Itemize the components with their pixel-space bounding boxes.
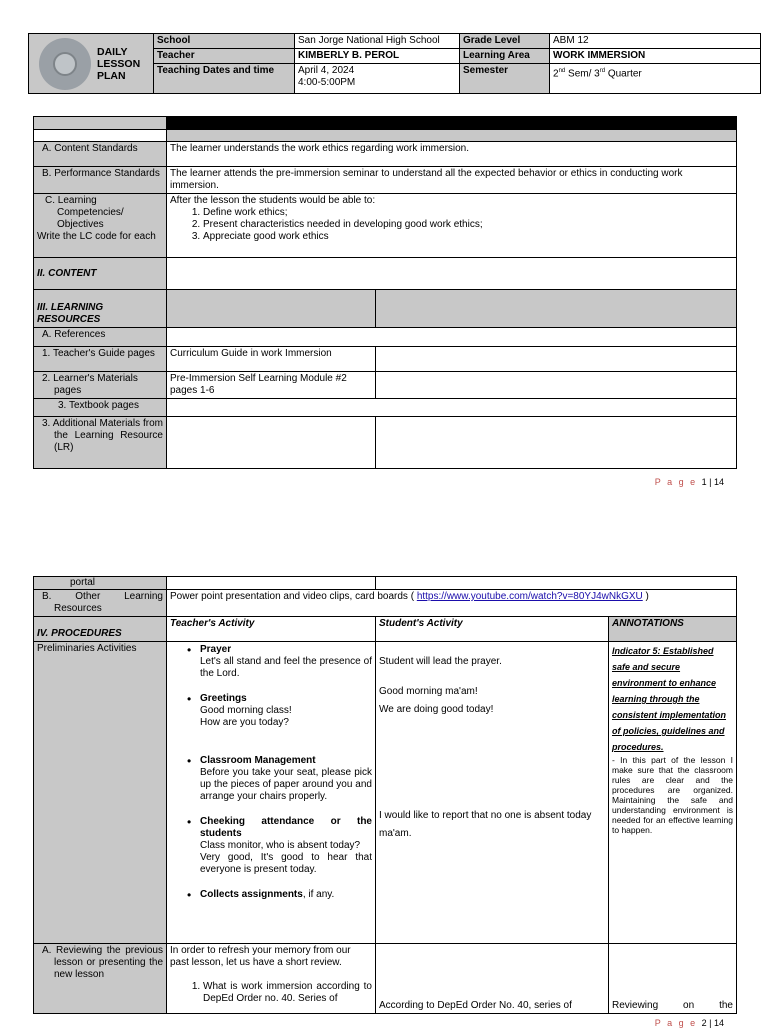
title-line: PLAN	[97, 70, 126, 82]
greetings-text: How are you today?	[200, 717, 289, 728]
other-resources-value	[167, 590, 737, 617]
other-resources-label: B. Other Learning Resources	[34, 590, 167, 617]
page-number-1	[655, 477, 724, 487]
objectives-list	[170, 207, 733, 243]
attendance-text: Class monitor, who is absent today?	[200, 840, 361, 851]
page-word: P a g e	[654, 1018, 698, 1028]
classroom-management-item	[200, 755, 372, 803]
reviewing-intro: In order to refresh your memory from our past lesson, let us have a short review.	[170, 945, 351, 968]
time-line: 4:00-5:00PM	[298, 77, 356, 88]
review-answer: According to DepEd Order No. 40, series of	[379, 1000, 572, 1011]
learning-resources-heading: III. LEARNING RESOURCES	[34, 290, 167, 328]
references-value	[167, 328, 737, 347]
assignments-text: , if any.	[302, 889, 335, 900]
student-greeting: We are doing good today!	[379, 704, 494, 715]
attendance-item	[200, 816, 372, 876]
competencies-value	[167, 194, 737, 258]
textbook-value	[167, 399, 737, 417]
student-activity-header: Student's Activity	[376, 617, 609, 642]
student-reviewing	[376, 944, 609, 1014]
blank-cell	[167, 417, 376, 469]
deped-seal-icon	[39, 38, 91, 90]
content-heading: II. CONTENT	[34, 258, 167, 290]
lesson-plan-table-page2	[33, 576, 737, 1014]
classroom-title: • Classroom Management	[200, 755, 316, 766]
assignments-item	[200, 889, 372, 901]
objective-item: 3. Appreciate good work ethics	[203, 231, 733, 243]
blank-cell	[34, 130, 167, 142]
review-annotation: Reviewing on the	[612, 1000, 733, 1011]
grade-label: Grade Level	[460, 34, 550, 49]
teacher-reviewing	[167, 944, 376, 1014]
school-label: School	[154, 34, 295, 49]
annotation-text: - In this part of the lesson I make sure that the classroom rules are clear and the procedures are organized. Maintaining the safe and understanding environment is needed for an effective learning to happen.	[612, 755, 733, 835]
teacher-preliminaries	[167, 642, 376, 944]
student-greeting: Good morning ma'am!	[379, 686, 478, 697]
annotation-indicator: Indicator 5: Established safe and secure environment to enhance learning through the consistent implementation of policies, guidelines and procedures.	[612, 646, 727, 752]
additional-materials-label: 3. Additional Materials from the Learning Resource (LR)	[34, 417, 167, 469]
student-prayer: Student will lead the prayer.	[379, 656, 502, 667]
title-line: DAILY	[97, 46, 128, 58]
reviewing-label: A. Reviewing the previous lesson or presenting the new lesson	[34, 944, 167, 1014]
annotations-header: ANNOTATIONS	[609, 617, 737, 642]
greetings-title: • Greetings	[200, 693, 247, 704]
page-num: 1 | 14	[701, 477, 724, 487]
lc-code-label: Write the LC code for each	[37, 231, 156, 242]
annotation-reviewing	[609, 944, 737, 1014]
black-header-bar	[167, 117, 737, 130]
references-label: A. References	[34, 328, 167, 347]
semester-label: Semester	[460, 64, 550, 94]
header-logo-cell	[29, 34, 154, 94]
gray-header-bar	[167, 130, 737, 142]
school-value: San Jorge National High School	[295, 34, 460, 49]
learners-materials-label: 2. Learner's Materials pages	[34, 372, 167, 399]
date-line: April 4, 2024	[298, 65, 355, 76]
student-preliminaries	[376, 642, 609, 944]
youtube-link[interactable]: https://www.youtube.com/watch?v=80YJ4wNkGXU	[416, 591, 643, 602]
dates-value	[295, 64, 460, 94]
performance-standards-value: The learner attends the pre-immersion seminar to understand all the expected behavior or ethics in conducting work immersion.	[167, 167, 737, 194]
prayer-item	[200, 644, 372, 680]
attendance-title: • Cheeking attendance or the students	[200, 816, 372, 839]
title-line: LESSON	[97, 58, 141, 70]
teacher-value: KIMBERLY B. PEROL	[295, 49, 460, 64]
assignments-title: Collects assignments	[200, 889, 303, 900]
content-value	[167, 258, 737, 290]
teacher-label: Teacher	[154, 49, 295, 64]
prayer-text: Let's all stand and feel the presence of the Lord.	[200, 656, 372, 679]
blank-cell	[376, 372, 737, 399]
other-resources-text: Power point presentation and video clips, card boards (	[170, 591, 417, 602]
classroom-text: Before you take your seat, please pick up the pieces of paper around you and arrange your chairs properly.	[200, 767, 372, 802]
greetings-item	[200, 693, 372, 729]
page-number-2	[655, 1018, 724, 1028]
review-question: 1. What is work immersion according to DepEd Order no. 40. Series of	[203, 981, 372, 1005]
student-attendance: I would like to report that no one is absent today ma'am.	[379, 810, 592, 839]
annotation-preliminaries	[609, 642, 737, 944]
grade-value: ABM 12	[550, 34, 761, 49]
preliminaries-list	[170, 644, 372, 901]
blank-cell	[376, 347, 737, 372]
page-word: P a g e	[654, 477, 698, 487]
dates-label: Teaching Dates and time	[154, 64, 295, 94]
preliminaries-label: Preliminaries Activities	[34, 642, 167, 944]
greetings-text: Good morning class!	[200, 705, 292, 716]
review-questions	[170, 981, 372, 1005]
daily-lesson-plan-title	[97, 46, 140, 82]
objective-item: 2. Present characteristics needed in developing good work ethics;	[203, 219, 733, 231]
header-table	[28, 33, 761, 94]
blank-cell	[376, 417, 737, 469]
teacher-activity-header: Teacher's Activity	[167, 617, 376, 642]
teachers-guide-label: 1. Teacher's Guide pages	[34, 347, 167, 372]
objective-item: 1. Define work ethics;	[203, 207, 733, 219]
textbook-label: 3. Textbook pages	[34, 399, 167, 417]
procedures-heading: IV. PROCEDURES	[34, 617, 167, 642]
learning-area-label: Learning Area	[460, 49, 550, 64]
lesson-plan-table-page1	[33, 116, 737, 469]
blank-cell	[376, 577, 737, 590]
learning-area-value: WORK IMMERSION	[550, 49, 761, 64]
learners-materials-value: Pre-Immersion Self Learning Module #2 pages 1-6	[167, 372, 376, 399]
semester-value: 2nd Sem/ 3rd Quarter	[550, 64, 761, 94]
content-standards-label: A. Content Standards	[34, 142, 167, 167]
competencies-intro: After the lesson the students would be able to:	[170, 195, 376, 206]
resources-gray-cell	[376, 290, 737, 328]
prayer-title: • Prayer	[200, 644, 232, 655]
blank-cell	[34, 117, 167, 130]
competencies-label: C. Learning Competencies/ Objectives	[45, 195, 124, 230]
portal-label: portal	[34, 577, 167, 590]
blank-cell	[167, 577, 376, 590]
performance-standards-label: B. Performance Standards	[34, 167, 167, 194]
teachers-guide-value: Curriculum Guide in work Immersion	[167, 347, 376, 372]
page-num: 2 | 14	[701, 1018, 724, 1028]
competencies-label-cell	[34, 194, 167, 258]
other-resources-close: )	[642, 591, 649, 602]
attendance-text: Very good, It's good to hear that everyone is present today.	[200, 852, 372, 875]
resources-gray-cell	[167, 290, 376, 328]
content-standards-value: The learner understands the work ethics regarding work immersion.	[167, 142, 737, 167]
